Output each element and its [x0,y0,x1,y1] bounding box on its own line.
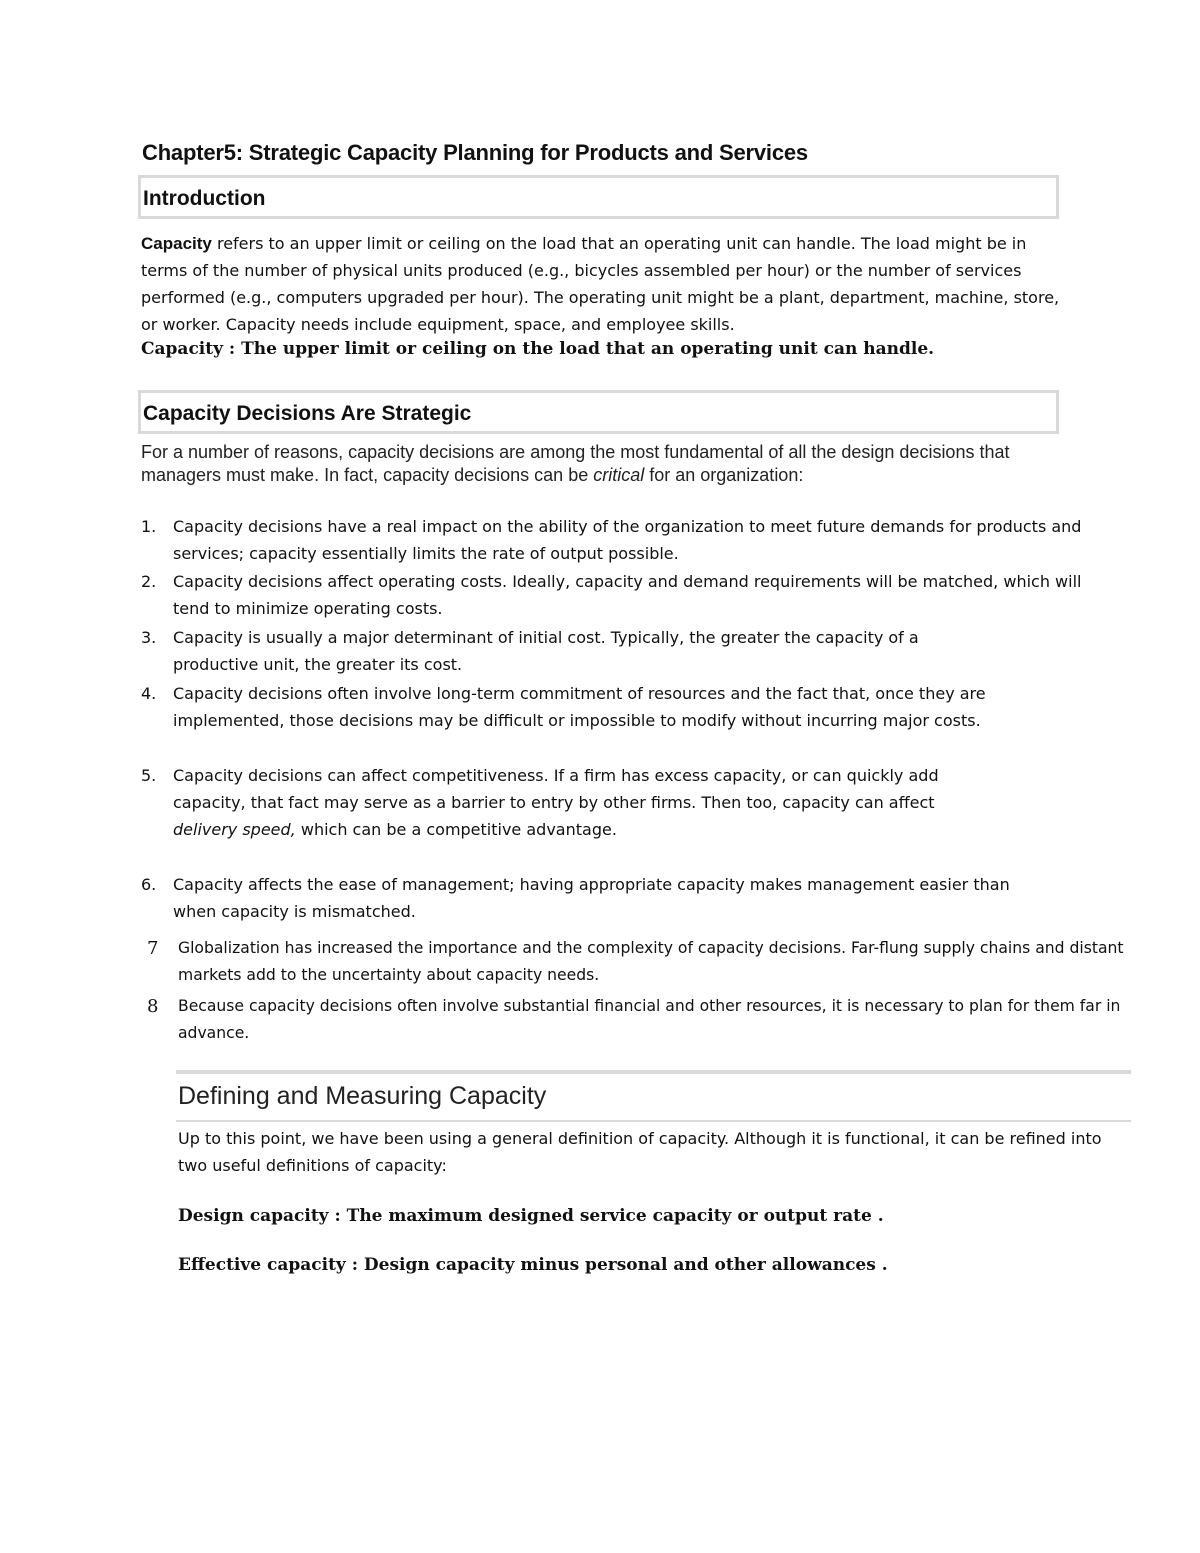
strategic-intro [141,441,1071,487]
introduction-heading: Introduction [143,187,266,210]
measuring-paragraph: Up to this point, we have been using a general definition of capacity. Although it is functional, it can be refined into two useful definitions of capacity: [178,1129,1102,1175]
capacity-definition: Capacity : The upper limit or ceiling on the load that an operating unit can handle. [141,339,935,359]
list-item-number: 7 [147,938,159,959]
list-item-text: Capacity affects the ease of management; having appropriate capacity makes management easier than when capacity is mismatched. [173,875,1010,921]
list-item [141,762,1101,843]
list-item-text: Capacity is usually a major determinant of initial cost. Typically, the greater the capacity of a productive unit, the greater its cost. [173,628,919,674]
list-item-text: Capacity decisions have a real impact on the ability of the organization to meet future demands for products and services; capacity essentially limits the rate of output possible. [173,517,1082,563]
strategic-heading: Capacity Decisions Are Strategic [143,402,472,425]
list-item [141,871,1101,925]
list-item-text: Capacity decisions often involve long-term commitment of resources and the fact that, once they are implemented, those decisions may be difficult or impossible to modify without incurring major costs. [173,684,986,730]
list-item [141,513,1101,567]
effective-capacity-definition: Effective capacity : Design capacity minus personal and other allowances . [178,1255,888,1275]
list-item-italic: delivery speed, [173,820,296,839]
list-item-number: 5. [141,766,157,785]
strategic-intro-italic: critical [593,465,645,485]
list-item-text: Capacity decisions affect operating costs. Ideally, capacity and demand requirements will be matched, which will tend to minimize operating costs. [173,572,1082,618]
strategic-intro-text: For a number of reasons, capacity decisions are among the most fundamental of all the design decisions that managers must make. In fact, capacity decisions can be [141,442,1010,485]
capacity-term: Capacity [141,234,212,253]
introduction-body: refers to an upper limit or ceiling on the load that an operating unit can handle. The load might be in terms of the number of physical units produced (e.g., bicycles assembled per hour) or the number of services performed (e.g., computers upgraded per hour). The operating unit might be a plant, department, machine, store, or worker. Capacity needs include equipment, space, and employee skills. [141,234,1060,334]
list-item-text-start: Capacity decisions can affect competitiveness. If a firm has excess capacity, or can quickly add capacity, that fact may serve as a barrier to entry by other firms. Then too, capacity can affect [173,766,939,812]
list-item-text: Globalization has increased the importance and the complexity of capacity decisions. Far-flung supply chains and distant markets add to the uncertainty about capacity needs. [178,939,1124,984]
list-item [141,568,1101,622]
list-item [141,624,1101,678]
list-item [141,935,1124,989]
list-item-number: 8 [147,996,159,1017]
list-item-number: 3. [141,628,157,647]
list-item-number: 4. [141,684,157,703]
list-item [141,680,1101,734]
list-item-text: Because capacity decisions often involve substantial financial and other resources, it is necessary to plan for them far in advance. [178,997,1121,1042]
section-divider-top [176,1070,1131,1074]
section-divider-bottom [176,1120,1131,1122]
introduction-heading-box [138,175,1059,219]
list-item-text-end: which can be a competitive advantage. [295,820,617,839]
introduction-paragraph [141,230,1071,338]
strategic-heading-box [138,390,1059,434]
list-item-text [173,762,1003,843]
design-capacity-definition: Design capacity : The maximum designed service capacity or output rate . [178,1206,884,1226]
measuring-heading: Defining and Measuring Capacity [178,1082,547,1110]
list-item-number: 2. [141,572,157,591]
list-item-number: 6. [141,875,157,894]
strategic-intro-end: for an organization: [644,465,804,485]
chapter-title: Chapter5: Strategic Capacity Planning for Products and Services [142,140,808,165]
list-item-number: 1. [141,517,157,536]
list-item [141,993,1121,1047]
